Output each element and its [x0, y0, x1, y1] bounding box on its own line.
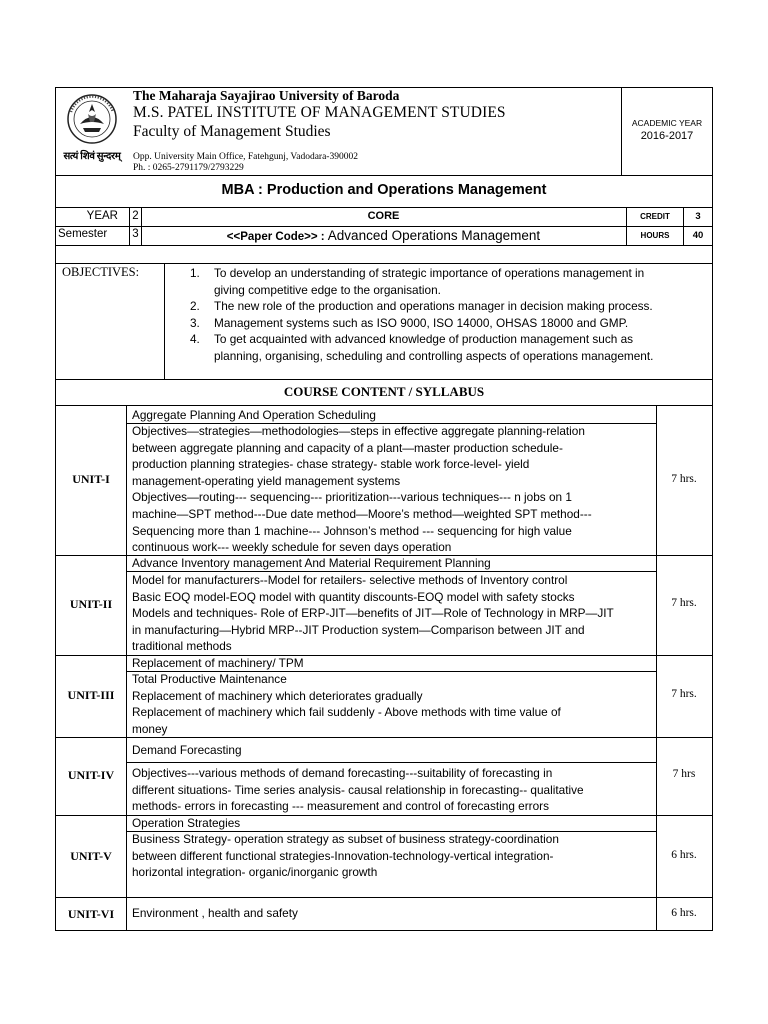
- objectives-bottom: [55, 379, 713, 380]
- paper-heading: [141, 228, 626, 243]
- syllabus-heading: COURSE CONTENT / SYLLABUS: [283, 384, 485, 399]
- year-value: 2: [132, 210, 139, 222]
- objectives-label: OBJECTIVES:: [62, 265, 140, 279]
- credit-label: CREDIT: [640, 212, 670, 221]
- emblem-icon: [62, 92, 122, 150]
- hours-value: 40: [692, 230, 704, 241]
- unit-content: Business Strategy- operation strategy as subset of business strategy-coordination between different functional strategies-Innovation-technology-vertical integration- horizontal integration- organic/inorganic growth: [132, 832, 559, 880]
- unit-title: Advance Inventory management And Material Requirement Planning: [132, 556, 491, 570]
- unit-label: UNIT-V: [70, 849, 112, 863]
- objective-item: 2. The new role of the production and operations manager in decision making process.: [190, 299, 653, 313]
- unit-title: Environment , health and safety: [132, 906, 298, 920]
- unit-hours: 6 hrs.: [671, 849, 697, 861]
- unit-title: Demand Forecasting: [132, 743, 242, 757]
- institute-name: M.S. PATEL INSTITUTE OF MANAGEMENT STUDIES: [133, 104, 506, 121]
- unit-title: Aggregate Planning And Operation Scheduling: [132, 408, 376, 422]
- unit-title: Replacement of machinery/ TPM: [132, 656, 304, 670]
- unit-title: Operation Strategies: [132, 816, 241, 830]
- semester-value: 3: [132, 228, 139, 240]
- meta-bottom: [55, 245, 713, 246]
- semester-label: Semester: [58, 228, 108, 240]
- unit-col-divider: [126, 405, 127, 930]
- unit-hours: 7 hrs.: [671, 688, 697, 700]
- unit-label: UNIT-I: [72, 472, 110, 486]
- unit-label: UNIT-VI: [67, 907, 115, 921]
- core-label: CORE: [367, 210, 400, 222]
- credit-value: 3: [695, 211, 701, 222]
- unit-label: UNIT-II: [69, 597, 113, 611]
- unit-content: Objectives—strategies—methodologies—steps in effective aggregate planning-relation between aggregate planning and capacity of a plant—master production schedule- production planning strategies- chase strategy- stable work force-level- yield management-operating yield management systems Objectives—routing--- sequencing--- prioritization---various techniques--- n jobs on 1 machine—SPT method---Due date method—Moore’s method—weighted SPT method--- Sequencing more than 1 machine--- Johnson’s method --- sequencing for high value continuous work--- weekly schedule for seven days operation: [132, 424, 592, 555]
- address-line: Opp. University Main Office, Fatehgunj, Vadodara-390002: [133, 152, 358, 162]
- university-name: The Maharaja Sayajirao University of Baroda: [133, 88, 400, 103]
- unit4-title-line: [126, 762, 656, 763]
- table-border-bottom: [55, 930, 713, 931]
- objectives-list: [188, 265, 708, 364]
- objective-item: 4. To get acquainted with advanced knowledge of production management such as planning, organising, scheduling and controlling aspects of operations management.: [190, 332, 654, 363]
- table-border-right: [712, 87, 713, 931]
- year-label: YEAR: [86, 210, 118, 222]
- unit-content: Model for manufacturers--Model for retailers- selective methods of Inventory control Basic EOQ model-EOQ model with quantity discounts-EOQ model with safety stocks Models and techniques- Role of ERP-JIT—benefits of JIT—Role of Technology in MRP—JIT in manufacturing—Hybrid MRP--JIT Production system—Comparison between JIT and traditional methods: [132, 573, 614, 654]
- faculty-name: Faculty of Management Studies: [133, 123, 331, 140]
- academic-year-value: 2016-2017: [640, 130, 694, 142]
- unit-label: UNIT-III: [67, 688, 115, 702]
- university-emblem: [62, 92, 122, 150]
- unit5-bottom: [55, 897, 713, 898]
- unit-hours: 7 hrs.: [671, 597, 697, 609]
- unit-content: Objectives---various methods of demand forecasting---suitability of forecasting in different situations- Time series analysis- causal relationship in forecasting-- qualitative methods- errors in forecasting --- measurement and control of forecasting errors: [132, 766, 584, 814]
- objective-item: 1. To develop an understanding of strategic importance of operations management in giving competitive edge to the organisation.: [190, 266, 645, 297]
- spacer-bottom: [55, 263, 713, 264]
- unit-content: Total Productive Maintenance Replacement of machinery which deteriorates gradually Replacement of machinery which fail suddenly - Above methods with time value of money: [132, 672, 561, 736]
- meta-row-divider: [55, 226, 713, 227]
- emblem-caption: सत्यं शिवं सुन्दरम्: [63, 151, 121, 162]
- phone-line: Ph. : 0265-2791179/2793229: [133, 163, 244, 173]
- paper-code: <<Paper Code>> :: [226, 231, 325, 243]
- hours-label: HOURS: [640, 231, 670, 240]
- unit-label: UNIT-IV: [67, 768, 115, 782]
- unit-hours: 7 hrs.: [671, 473, 697, 485]
- unit-hours: 6 hrs.: [671, 907, 697, 919]
- academic-year-label: ACADEMIC YEAR: [631, 118, 703, 128]
- syllabus-heading-bottom: [55, 405, 713, 406]
- objectives-divider: [164, 263, 165, 379]
- objective-item: 3. Management systems such as ISO 9000, ISO 14000, OHSAS 18000 and GMP.: [190, 315, 629, 330]
- title-bottom: [55, 207, 713, 208]
- course-title: MBA : Production and Operations Management: [221, 182, 547, 198]
- paper-name: Advanced Operations Management: [327, 228, 541, 243]
- unit-hours: 7 hrs: [672, 768, 696, 780]
- header-bottom: [55, 175, 713, 176]
